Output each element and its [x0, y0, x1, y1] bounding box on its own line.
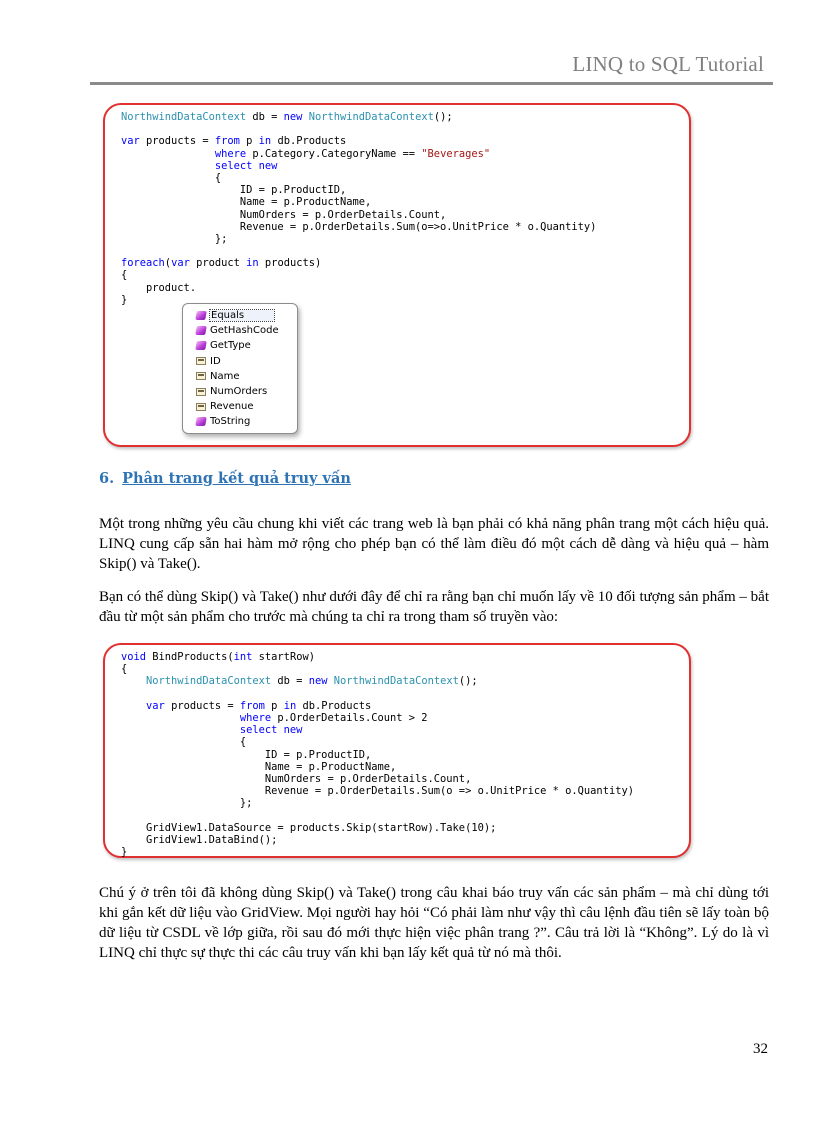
code-token: } [121, 293, 128, 306]
method-icon [195, 417, 207, 426]
code-token: GridView1.DataSource = products.Skip(startRow).Take(10); [121, 821, 497, 834]
code-line [121, 233, 596, 245]
property-icon [196, 372, 206, 380]
code-token: new [308, 675, 328, 688]
code-token: new [258, 159, 278, 172]
code-token: db = [246, 111, 284, 123]
intellisense-item[interactable] [195, 369, 297, 384]
intellisense-item[interactable] [195, 399, 297, 414]
code-line [121, 221, 596, 233]
code-token: db.Products [271, 135, 347, 148]
code-token: NumOrders = p.OrderDetails.Count, [121, 772, 472, 785]
code-token: ID = p.ProductID, [121, 184, 347, 197]
code-token: Name = p.ProductName, [121, 760, 397, 773]
intellisense-item-label: GetHashCode [210, 325, 279, 337]
intellisense-item-label: Revenue [210, 401, 254, 413]
code-token: { [121, 663, 128, 676]
intellisense-item[interactable] [195, 308, 297, 323]
code-token: p [264, 699, 284, 712]
code-line [121, 688, 634, 700]
code-token: db = [271, 675, 309, 688]
code-line [121, 209, 596, 221]
code-token: foreach [121, 257, 165, 270]
header-title: LINQ to SQL Tutorial [572, 52, 764, 76]
section-number: 6. [99, 470, 115, 487]
code-token: product. [121, 281, 197, 294]
code-line [121, 724, 634, 736]
code-line [121, 761, 634, 773]
code-line [121, 172, 596, 184]
code-token: products) [258, 257, 322, 270]
header-rule [90, 82, 773, 85]
code-token: { [121, 171, 222, 184]
code-line [121, 269, 596, 281]
intellisense-item[interactable] [195, 323, 297, 338]
code-token [121, 724, 240, 736]
code-token: int [233, 651, 253, 663]
code-token: (); [433, 111, 453, 123]
intellisense-item[interactable] [195, 414, 297, 429]
code-token: var [146, 699, 165, 712]
code-line [121, 123, 596, 135]
code-token: in [258, 135, 272, 148]
method-icon [195, 326, 207, 335]
page-number: 32 [753, 1041, 768, 1057]
code-token: new [283, 724, 303, 737]
code-token: NumOrders = p.OrderDetails.Count, [121, 208, 447, 221]
code-line [121, 257, 596, 269]
code-token: ID = p.ProductID, [121, 748, 372, 761]
code-token [121, 700, 146, 712]
code-line [121, 148, 596, 160]
intellisense-popup [182, 303, 298, 434]
code-token: in [246, 257, 259, 270]
paragraph-skip-take: Bạn có thể dùng Skip() và Take() như dưới đây để chỉ ra rằng bạn chỉ muốn lấy về 10 đối tượng sản phẩm – bắt đầu từ một sản phẩm cho trước mà chúng ta chỉ ra trong tham số truyền vào: [99, 589, 769, 625]
code-token: startRow) [252, 651, 315, 663]
code-line [121, 196, 596, 208]
code-token: select [214, 159, 253, 172]
code-line [121, 749, 634, 761]
intellisense-item-label: NumOrders [210, 386, 268, 398]
code-token: db.Products [296, 699, 372, 712]
code-token: from [214, 135, 240, 148]
intellisense-item-label: ToString [210, 416, 251, 428]
property-icon [196, 403, 206, 411]
code-token: } [121, 846, 128, 858]
property-icon [196, 388, 206, 396]
code-token: new [283, 111, 303, 123]
intellisense-item-label: GetType [210, 340, 251, 352]
code-line [121, 785, 634, 797]
code-token: select [239, 724, 278, 737]
code-line [121, 651, 634, 663]
intellisense-item[interactable] [195, 338, 297, 353]
code-token: var [121, 135, 140, 148]
code-token: p [239, 135, 259, 148]
intellisense-item-label: Name [210, 370, 240, 382]
code-token: var [171, 257, 190, 270]
code-line [121, 797, 634, 809]
code-token: p.OrderDetails.Count > 2 [271, 711, 428, 724]
code-block-bindproducts [103, 643, 691, 858]
code-line [121, 736, 634, 748]
code-token: products = [139, 135, 215, 148]
method-icon [195, 311, 207, 320]
code-token: from [239, 699, 265, 712]
code-token: product [189, 257, 247, 270]
code-token: NorthwindDataContext [308, 111, 434, 123]
intellisense-item-label: Equals [210, 310, 274, 321]
code-token [121, 148, 215, 160]
code-listing-bindproducts [121, 651, 634, 858]
paragraph-note: Chú ý ở trên tôi đã không dùng Skip() và Take() trong câu khai báo truy vấn các sản phẩm – mà chỉ dùng tới khi gắn kết dữ liệu vào GridView. Mọi người hay hỏi “Có phải làm như vậy thì câu lệnh đầu tiên sẽ lấy toàn bộ dữ liệu từ CSDL về lớp giữa, rồi sau đó mới thực hiện việc phân trang ?”. Câu trả lời là “Không”. Lý do là vì LINQ chỉ thực sự thực thi các câu truy vấn khi bạn lấy kết quả từ nó mà thôi. [99, 885, 769, 961]
code-token: Revenue = p.OrderDetails.Sum(o=>o.UnitPrice * o.Quantity) [121, 220, 597, 233]
code-line [121, 846, 634, 858]
code-token: where [239, 711, 272, 724]
code-token: void [121, 651, 147, 663]
code-token: { [121, 736, 247, 749]
code-token: NorthwindDataContext [121, 111, 247, 123]
code-token: NorthwindDataContext [333, 675, 459, 688]
code-line [121, 809, 634, 821]
intellisense-item[interactable] [195, 354, 297, 369]
code-token: products = [164, 699, 240, 712]
code-line [121, 712, 634, 724]
code-token: "Beverages" [421, 147, 491, 160]
code-line [121, 700, 634, 712]
code-token [121, 160, 215, 172]
code-token: ( [164, 257, 172, 270]
code-line [121, 834, 634, 846]
code-line [121, 184, 596, 196]
code-listing-query [121, 111, 596, 306]
code-token: in [283, 699, 297, 712]
code-token: GridView1.DataBind(); [121, 833, 278, 846]
code-token: p.Category.CategoryName == [246, 147, 422, 160]
code-token: Name = p.ProductName, [121, 196, 372, 209]
code-token: }; [121, 797, 253, 810]
code-token: NorthwindDataContext [146, 675, 272, 688]
code-line [121, 245, 596, 257]
code-token: where [214, 147, 247, 160]
paragraph-intro: Một trong những yêu cầu chung khi viết các trang web là bạn phải có khả năng phân trang một cách hiệu quả. LINQ cung cấp sẵn hai hàm mở rộng cho phép bạn có thể làm điều đó một cách dễ dàng và hiệu quả – hàm Skip() và Take(). [99, 516, 769, 572]
code-line [121, 135, 596, 147]
code-line [121, 675, 634, 687]
code-token: }; [121, 232, 228, 245]
code-token: (); [458, 675, 478, 688]
intellisense-item[interactable] [195, 384, 297, 399]
code-line [121, 282, 596, 294]
code-token: { [121, 269, 128, 282]
code-token: BindProducts( [146, 651, 234, 663]
code-line [121, 111, 596, 123]
property-icon [196, 357, 206, 365]
section-heading [99, 470, 351, 487]
code-line [121, 822, 634, 834]
intellisense-item-label: ID [210, 355, 221, 367]
code-token: Revenue = p.OrderDetails.Sum(o => o.UnitPrice * o.Quantity) [121, 785, 634, 798]
code-line [121, 773, 634, 785]
section-title: Phân trang kết quả truy vấn [122, 470, 351, 487]
code-line [121, 663, 634, 675]
code-token [121, 712, 240, 724]
code-token [121, 675, 146, 687]
method-icon [195, 341, 207, 350]
code-line [121, 160, 596, 172]
